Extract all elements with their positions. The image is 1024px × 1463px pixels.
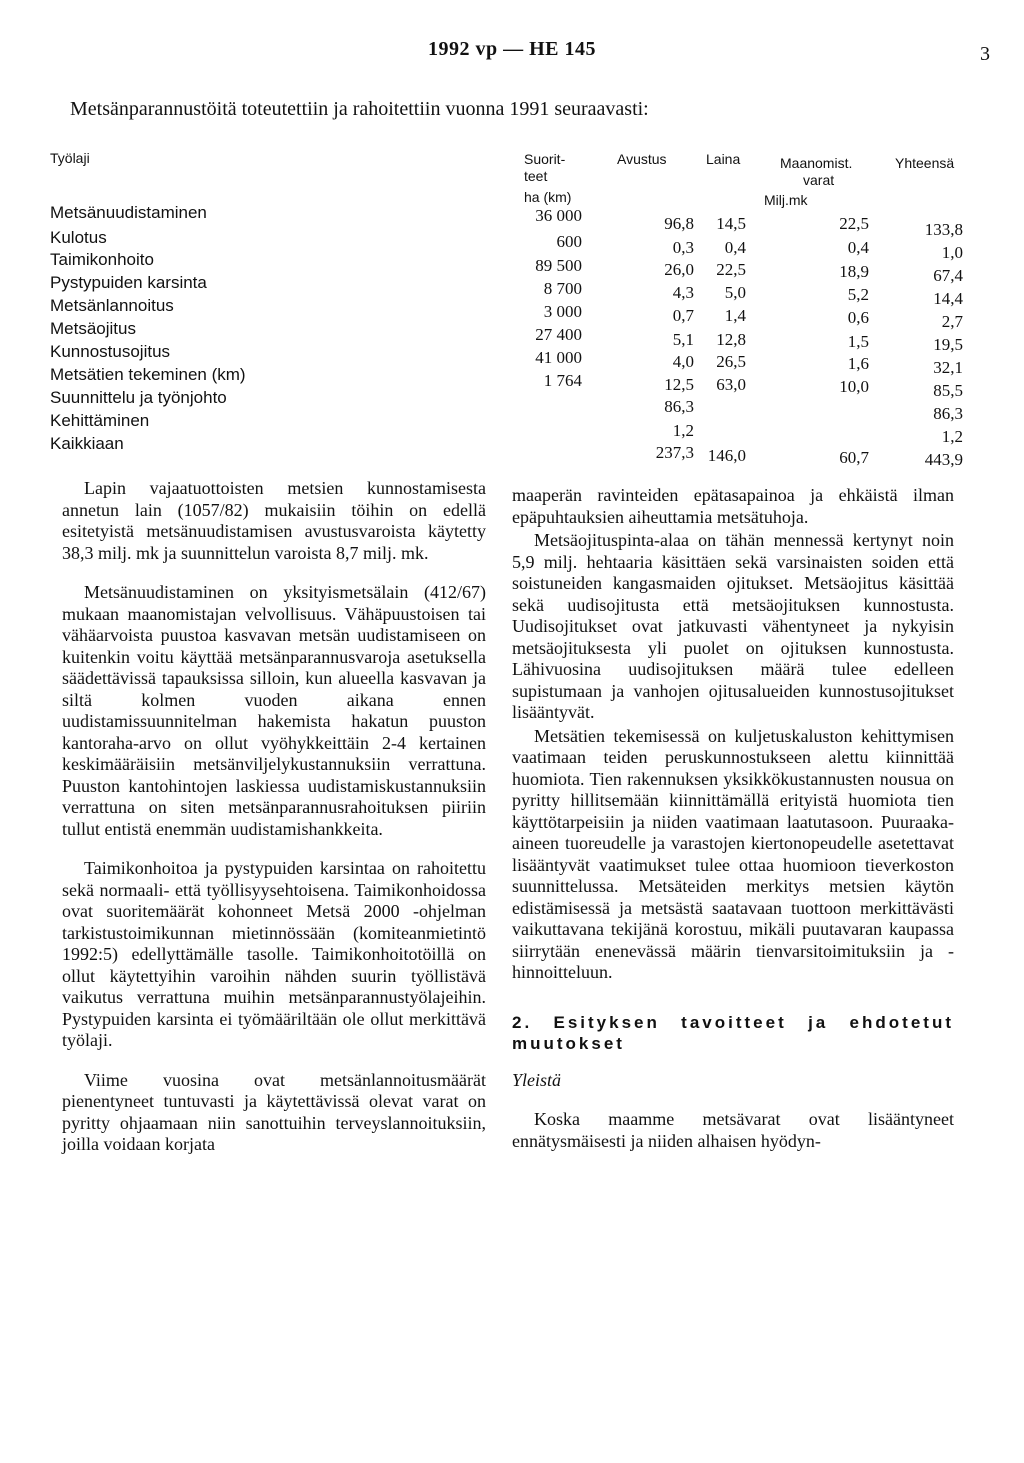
- cell-maanomist: 1,5: [847, 332, 869, 351]
- cell-avustus: 0,7: [672, 306, 694, 325]
- cell-maanomist: 10,0: [839, 377, 869, 396]
- table-row-label: Kunnostusojitus: [50, 342, 498, 362]
- header-yhteensa: Yhteensä: [895, 155, 955, 171]
- table-row-label: Kehittäminen: [50, 411, 498, 431]
- cell-avustus: 237,3: [655, 443, 694, 462]
- intro-sentence: Metsänparannustöitä toteutettiin ja rahoitettiin vuonna 1991 seuraavasti:: [70, 98, 649, 120]
- cell-yhteensa: 1,0: [941, 243, 963, 262]
- cell-avustus: 96,8: [664, 214, 694, 233]
- cell-laina: 14,5: [716, 214, 746, 233]
- table-row-label: Metsätien tekeminen (km): [50, 365, 498, 385]
- cell-maanomist: 0,6: [847, 308, 869, 327]
- paragraph: Koska maamme metsävarat ovat lisääntyneet ennätysmäisesti ja niiden alhaisen hyödyn-: [512, 1109, 954, 1151]
- header-suoritteet-1: Suorit-: [524, 151, 566, 167]
- cell-laina: 63,0: [716, 375, 746, 394]
- cell-avustus: 0,3: [672, 238, 694, 257]
- cell-laina: 5,0: [724, 283, 746, 302]
- header-avustus: Avustus: [617, 151, 667, 167]
- financing-table: [0, 0, 1024, 469]
- cell-laina: 146,0: [707, 446, 746, 465]
- left-column: [62, 478, 486, 1156]
- cell-suoritteet: 36 000: [535, 206, 582, 225]
- table-row-label: Pystypuiden karsinta: [50, 273, 498, 293]
- table-row-label: Taimikonhoito: [50, 250, 498, 270]
- header-suoritteet-2: teet: [524, 168, 548, 184]
- cell-maanomist: 5,2: [847, 285, 869, 304]
- cell-yhteensa: 133,8: [924, 220, 963, 239]
- cell-yhteensa: 85,5: [933, 381, 963, 400]
- paragraph: Metsätien tekemisessä on kuljetuskaluston kehittymisen vaatimaan teiden peruskunnostukseen alettu kiinnittää huomiota. Tien rakennuksen yksikkökustannusten nousua on pyritty hillitsemään kiinnittämällä erityistä huomiota tien käyttötarpeisiin ja niiden vaatimaan laatutasoon. Puuraaka-aineen tuoreudelle ja varastojen kiertonopeudelle asetettavat lisääntyvät vaatimukset tulee ottaa huomioon tieverkoston suunnittelussa. Metsäteiden merkitys metsien käytön edistämisessä ja metsästä saatavaan tuottoon merkittävästi vaikuttavana tekijänä korostuu, mikäli puutavaran kaupassa siirrytään enenevässä määrin tienvarsitoimituksiin ja -hinnoitteluun.: [512, 725, 954, 982]
- cell-suoritteet: 600: [556, 232, 582, 251]
- cell-suoritteet: 89 500: [535, 256, 582, 275]
- cell-suoritteet: 27 400: [535, 325, 582, 344]
- section-heading: 2. Esityksen tavoitteet ja ehdotetut muutokset: [512, 1012, 954, 1053]
- cell-laina: 0,4: [724, 238, 746, 257]
- cell-yhteensa: 2,7: [941, 312, 963, 331]
- paragraph: Metsänuudistaminen on yksityismetsälain (412/67) mukaan maanomistajan velvollisuus. Vähäpuustoisen tai vähäarvoista puustoa kasvavan metsän uudistamiseen on kuitenkin voitu käyttää metsänparannusvaroja asetuksella säädettävissä tapauksissa silloin, kun alueella kasvavan ja siltä kolmen vuoden aikana ennen uudistamissuunnitelman hakemista hakatun puuston kantoraha-arvo on ollut vyöhykkeittäin 2-4 kertainen keskimääräisiin metsänviljelykustannuksiin verrattuna. Puuston kantohintojen laskiessa uudistamiskustannuksiin verrattuna on siten metsänparannusrahoituksen piiriin tullut entistä enemmän uudistamishankkeita.: [62, 582, 486, 839]
- paragraph: maaperän ravinteiden epätasapainoa ja ehkäistä ilman epäpuhtauksien aiheuttamia metsätuhoja.: [512, 485, 954, 527]
- paragraph: Lapin vajaatuottoisten metsien kunnostamisesta annetun lain (1057/82) mukaisiin töihin on edellä esitetyistä metsänuudistamisen avustusvaroista käytetty 38,3 milj. mk ja suunnittelun varoista 8,7 milj. mk.: [62, 478, 486, 563]
- cell-maanomist: 0,4: [847, 238, 869, 257]
- paragraph: Taimikonhoitoa ja pystypuiden karsintaa on rahoitettu sekä normaali- että työllisyysehtoisena. Taimikonhoidossa ovat suoritemäärät kohonneet Metsä 2000 -ohjelman tarkistustoimikunnan mietinnössään (komiteanmietintö 1992:5) edellyttämälle tasolle. Taimikonhoitotöillä on ollut käytettyihin varoihin nähden suurin työllistävä vaikutus verrattuna muihin metsänparannustyölajeihin. Pystypuiden karsinta ei työmääriltään ole ollut merkittävä työlaji.: [62, 858, 486, 1050]
- cell-avustus: 4,0: [672, 352, 694, 371]
- cell-avustus: 1,2: [672, 421, 694, 440]
- cell-avustus: 4,3: [672, 283, 694, 302]
- cell-avustus: 12,5: [664, 375, 694, 394]
- cell-suoritteet: 41 000: [535, 348, 582, 367]
- cell-suoritteet: 3 000: [543, 302, 582, 321]
- cell-yhteensa: 443,9: [924, 450, 963, 469]
- cell-avustus: 86,3: [664, 397, 694, 416]
- cell-laina: 22,5: [716, 260, 746, 279]
- page-number: 3: [980, 43, 990, 65]
- subheading: Yleistä: [512, 1069, 562, 1090]
- paragraph: Metsäojituspinta-alaa on tähän mennessä kertynyt noin 5,9 milj. hehtaaria käsittäen sekä varsinaisten soiden että soistuneiden kangasmaiden ojitukset. Metsäojitus käsittää sekä uudisojitusta että metsäojituksen kunnostusta. Uudisojitukset ovat jatkuvasti vähentyneet ja nykyisin metsäojituksesta yli puolet on ojituksen kunnostusta. Lähivuosina uudisojituksen määrä tulee edelleen supistumaan ja vanhojen ojitusalueiden kunnostusojitukset lisääntyvät.: [512, 530, 954, 722]
- paragraph: Viime vuosina ovat metsänlannoitusmäärät pienentyneet tuntuvasti ja käytettävissä olevat varat on pyritty ohjaamaan niin sanottuihin terveyslannoituksiin, joilla voidaan korjata: [62, 1069, 486, 1154]
- cell-yhteensa: 14,4: [933, 289, 963, 308]
- table-row-label: Suunnittelu ja työnjohto: [50, 388, 498, 408]
- table-row-label: Metsäojitus: [50, 319, 498, 339]
- page-header-title: 1992 vp — HE 145: [427, 38, 597, 60]
- cell-yhteensa: 1,2: [941, 427, 963, 446]
- table-row-label: Metsänlannoitus: [50, 296, 498, 316]
- cell-maanomist: 18,9: [839, 262, 869, 281]
- header-laina: Laina: [706, 151, 741, 167]
- cell-yhteensa: 19,5: [933, 335, 963, 354]
- cell-suoritteet: 8 700: [543, 279, 582, 298]
- right-column: [512, 485, 954, 1152]
- cell-avustus: 5,1: [672, 330, 694, 349]
- table-row-label: Metsänuudistaminen: [50, 203, 498, 223]
- cell-suoritteet: 1 764: [543, 371, 582, 390]
- cell-maanomist: 60,7: [839, 448, 869, 467]
- cell-laina: 26,5: [716, 352, 746, 371]
- cell-yhteensa: 67,4: [933, 266, 963, 285]
- header-suoritteet-3: ha (km): [524, 189, 572, 205]
- cell-maanomist: 22,5: [839, 214, 869, 233]
- cell-yhteensa: 86,3: [933, 404, 963, 423]
- cell-maanomist: 1,6: [847, 354, 869, 373]
- cell-yhteensa: 32,1: [933, 358, 963, 377]
- table-row-label: Kulotus: [50, 228, 498, 248]
- header-maanomist-1: Maanomist.: [780, 155, 853, 171]
- header-unit: Milj.mk: [764, 192, 808, 208]
- cell-avustus: 26,0: [664, 260, 694, 279]
- header-maanomist-2: varat: [803, 172, 835, 188]
- table-row-label: Kaikkiaan: [50, 434, 498, 454]
- cell-laina: 12,8: [716, 330, 746, 349]
- cell-laina: 1,4: [724, 306, 746, 325]
- header-tyolaji: Työlaji: [50, 150, 90, 166]
